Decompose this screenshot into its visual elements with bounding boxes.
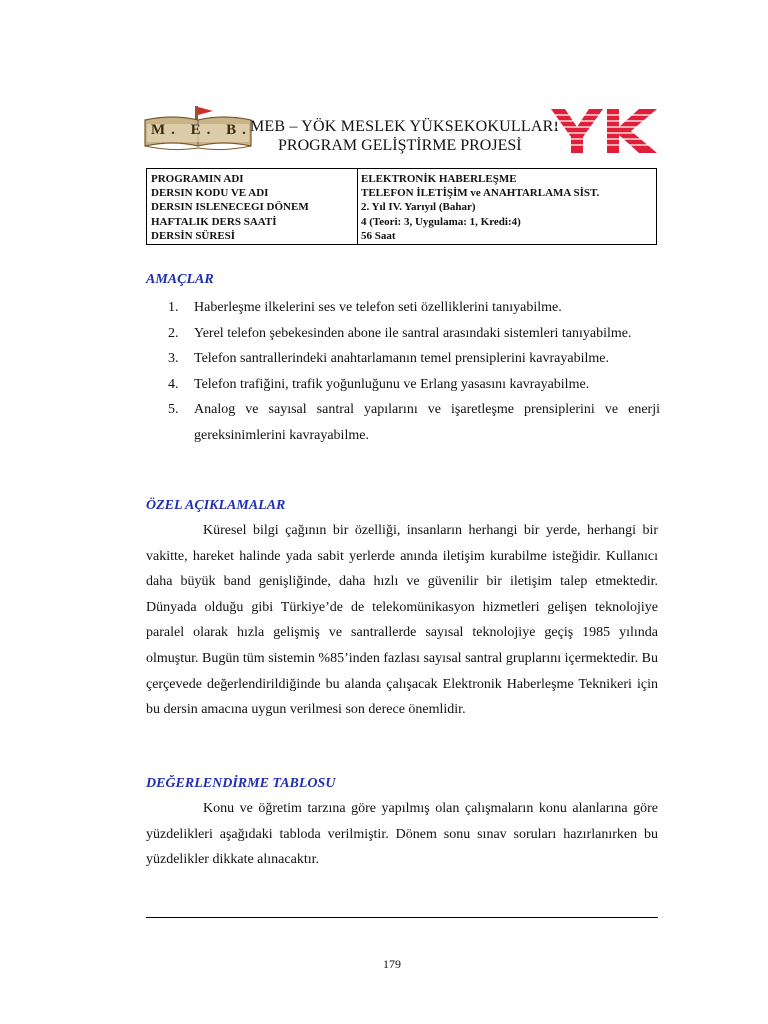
list-number: 3. <box>168 351 179 366</box>
meb-logo <box>143 106 253 152</box>
list-text: Telefon santrallerindeki anahtarlamanın temel prensiplerini kavrayabilme. <box>194 351 609 366</box>
header-title: MEB – YÖK MESLEK YÜKSEKOKULLARI <box>250 118 560 135</box>
list-text: Telefon trafiğini, trafik yoğunluğunu ve Erlang yasasını kavrayabilme. <box>194 376 590 392</box>
value-duration: 56 Saat <box>361 229 396 242</box>
list-text: Analog ve sayısal santral yapılarını ve işaretleşme prensiplerini ve enerji gereksinimlerini kavrayabilme. <box>194 402 660 443</box>
list-item <box>168 372 660 398</box>
objectives-list <box>168 295 660 448</box>
value-course-code: TELEFON İLETİŞİM ve ANAHTARLAMA SİST. <box>361 187 600 200</box>
label-term: DERSIN ISLENECEGI DÖNEM <box>151 201 309 214</box>
course-info-table <box>146 168 657 245</box>
section-title-evaluation: DEĞERLENDİRME TABLOSU <box>146 776 336 791</box>
page-number: 179 <box>383 957 401 971</box>
footer-rule <box>146 917 658 918</box>
list-number: 2. <box>168 325 179 341</box>
section-title-objectives: AMAÇLAR <box>146 272 214 287</box>
value-weekly-hours: 4 (Teori: 3, Uygulama: 1, Kredi:4) <box>361 215 521 228</box>
list-number: 1. <box>168 300 179 315</box>
meb-logo-text: M. E. B. <box>151 122 252 138</box>
label-weekly-hours: HAFTALIK DERS SAATİ <box>151 215 277 228</box>
list-number: 5. <box>168 402 179 417</box>
list-item <box>168 397 660 448</box>
label-course-code: DERSIN KODU VE ADI <box>151 187 269 200</box>
section-title-special-notes: ÖZEL AÇIKLAMALAR <box>146 498 286 513</box>
paragraph-text: Konu ve öğretim tarzına göre yapılmış olan çalışmaların konu alanlarına göre yüzdelikleri aşağıdaki tabloda verilmiştir. Dönem sonu sınav soruları hazırlanırken bu yüzdelikler dikkate alınacaktır. <box>146 801 658 868</box>
header-subtitle: PROGRAM GELİŞTİRME PROJESİ <box>278 137 522 154</box>
info-values <box>361 172 656 243</box>
evaluation-paragraph <box>146 796 658 873</box>
list-text: Yerel telefon şebekesinden abone ile santral arasındaki sistemleri tanıyabilme. <box>194 325 632 341</box>
list-text: Haberleşme ilkelerini ses ve telefon seti özelliklerini tanıyabilme. <box>194 300 562 315</box>
list-item <box>168 321 660 347</box>
label-program-name: PROGRAMIN ADI <box>151 173 244 185</box>
list-number: 4. <box>168 376 179 392</box>
paragraph-text: Küresel bilgi çağının bir özelliği, insanların herhangi bir yerde, herhangi bir vakitte, hareket halinde yada sabit yerlerde anında iletişim kurabilme isteğidir. Kullanıcı daha büyük band genişliğinde, daha hızlı ve güvenilir bir iletişim talep etmektedir. Dünyada olduğu gibi Türkiye’de de telekomünikasyon hizmetleri gelişen teknolojiye paralel olarak hızla gelişmiş ve santrallerde sayısal teknolojiye geçiş 1985 yılında olmuştur. Bugün tüm sistemin %85’inden fazlası sayısal santral gruplarını içermektedir. Bu çerçevede değerlendirildiğinde bu alanda çalışacak Elektronik Haberleşme Teknikeri için bu dersin amacına uygun verilmesi son derece önemlidir. <box>146 523 658 718</box>
value-program-name: ELEKTRONİK HABERLEŞME <box>361 173 517 185</box>
info-labels <box>151 172 355 243</box>
special-notes-paragraph <box>146 518 658 723</box>
yok-logo <box>551 107 659 155</box>
value-term: 2. Yıl IV. Yarıyıl (Bahar) <box>361 201 476 214</box>
list-item <box>168 295 660 321</box>
list-item <box>168 346 660 372</box>
label-duration: DERSİN SÜRESİ <box>151 229 236 242</box>
table-divider <box>357 169 358 244</box>
